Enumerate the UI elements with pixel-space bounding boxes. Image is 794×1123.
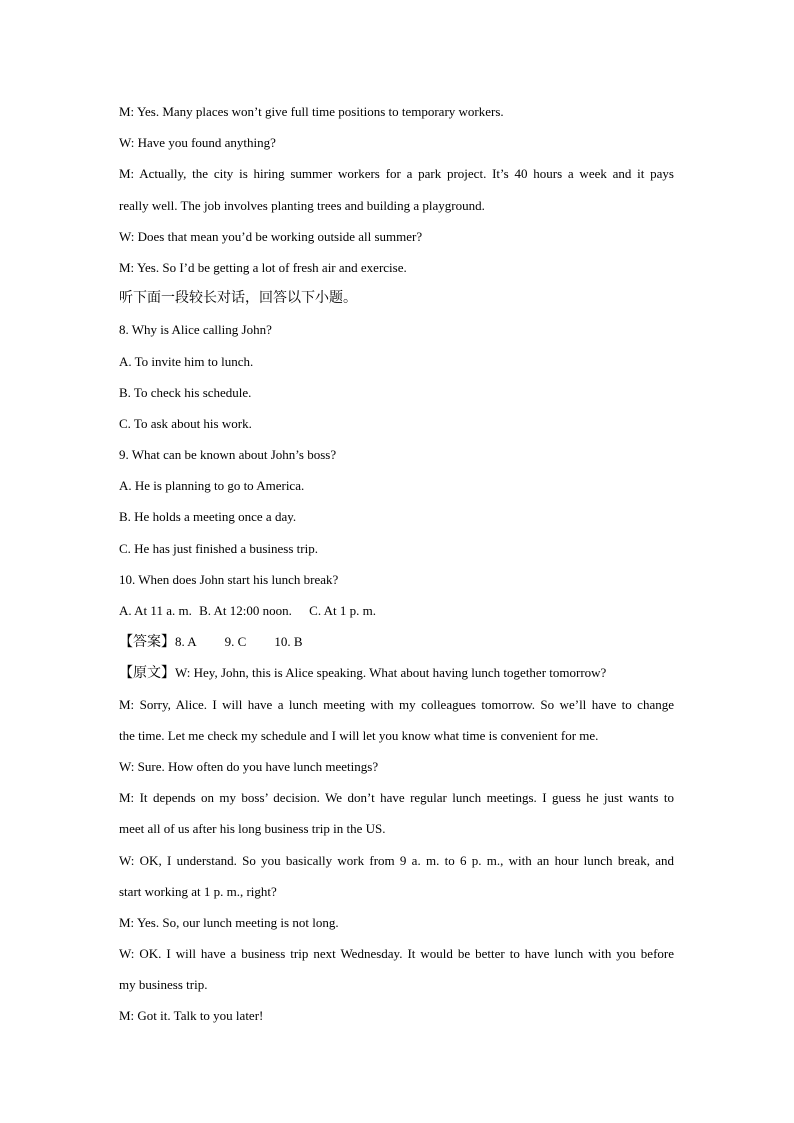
question-10 — [119, 564, 674, 626]
transcript-line: the time. Let me check my schedule and I will let you know what time is convenient for me. — [119, 727, 599, 743]
answer-item: 10. B — [274, 634, 303, 650]
question-stem: 8. Why is Alice calling John? — [119, 322, 272, 338]
question-option: B. To check his schedule. — [119, 384, 252, 400]
question-option: A. He is planning to go to America. — [119, 478, 305, 494]
answer-item: 9. C — [224, 634, 247, 650]
dialogue-line: W: Does that mean you’d be working outside all summer? — [119, 228, 423, 244]
question-option: C. He has just finished a business trip. — [119, 540, 318, 556]
question-9 — [119, 439, 674, 564]
transcript-line: W: OK. I will have a business trip next Wednesday. It would be better to have lunch with you before — [119, 946, 674, 962]
transcript-line: meet all of us after his long business trip in the US. — [119, 821, 386, 837]
transcript-text: W: Hey, John, this is Alice speaking. What about having lunch together tomorrow? — [175, 665, 607, 681]
question-option: B. At 12:00 noon. — [199, 603, 292, 618]
transcript-line: W: OK, I understand. So you basically work from 9 a. m. to 6 p. m., with an hour lunch break, and — [119, 852, 674, 868]
previous-dialogue — [119, 96, 674, 283]
transcript-line: start working at 1 p. m., right? — [119, 883, 277, 899]
question-8 — [119, 314, 674, 439]
page-content — [119, 96, 674, 1032]
section-instruction: 听下面一段较长对话，回答以下小题。 — [119, 290, 357, 307]
question-option: C. At 1 p. m. — [309, 603, 376, 618]
question-stem: 9. What can be known about John’s boss? — [119, 447, 337, 463]
transcript-label: 【原文】 — [119, 665, 175, 682]
dialogue-line: M: Actually, the city is hiring summer workers for a park project. It’s 40 hours a week and it pays — [119, 166, 674, 182]
question-option: A. At 11 a. m. — [119, 603, 192, 618]
dialogue-line: W: Have you found anything? — [119, 135, 276, 151]
question-options-inline — [119, 595, 674, 626]
transcript-line: my business trip. — [119, 977, 208, 993]
answer-item: 8. A — [175, 634, 197, 650]
dialogue-line: M: Yes. Many places won’t give full time positions to temporary workers. — [119, 104, 504, 119]
question-option: B. He holds a meeting once a day. — [119, 509, 297, 525]
answer-key — [119, 626, 674, 657]
transcript-line: M: It depends on my boss’ decision. We don’t have regular lunch meetings. I guess he just wants to — [119, 790, 674, 806]
question-option: C. To ask about his work. — [119, 415, 252, 431]
answer-label: 【答案】 — [119, 634, 175, 651]
question-option: A. To invite him to lunch. — [119, 353, 254, 369]
dialogue-line: M: Yes. So I’d be getting a lot of fresh air and exercise. — [119, 259, 407, 275]
transcript-line — [119, 657, 674, 688]
transcript-line: M: Yes. So, our lunch meeting is not long. — [119, 914, 339, 930]
transcript — [119, 657, 674, 1031]
question-stem: 10. When does John start his lunch break? — [119, 571, 339, 587]
transcript-line: M: Sorry, Alice. I will have a lunch meeting with my colleagues tomorrow. So we’ll have to change — [119, 696, 674, 712]
transcript-line: M: Got it. Talk to you later! — [119, 1008, 264, 1024]
transcript-line: W: Sure. How often do you have lunch meetings? — [119, 758, 379, 774]
dialogue-line: really well. The job involves planting trees and building a playground. — [119, 197, 485, 213]
